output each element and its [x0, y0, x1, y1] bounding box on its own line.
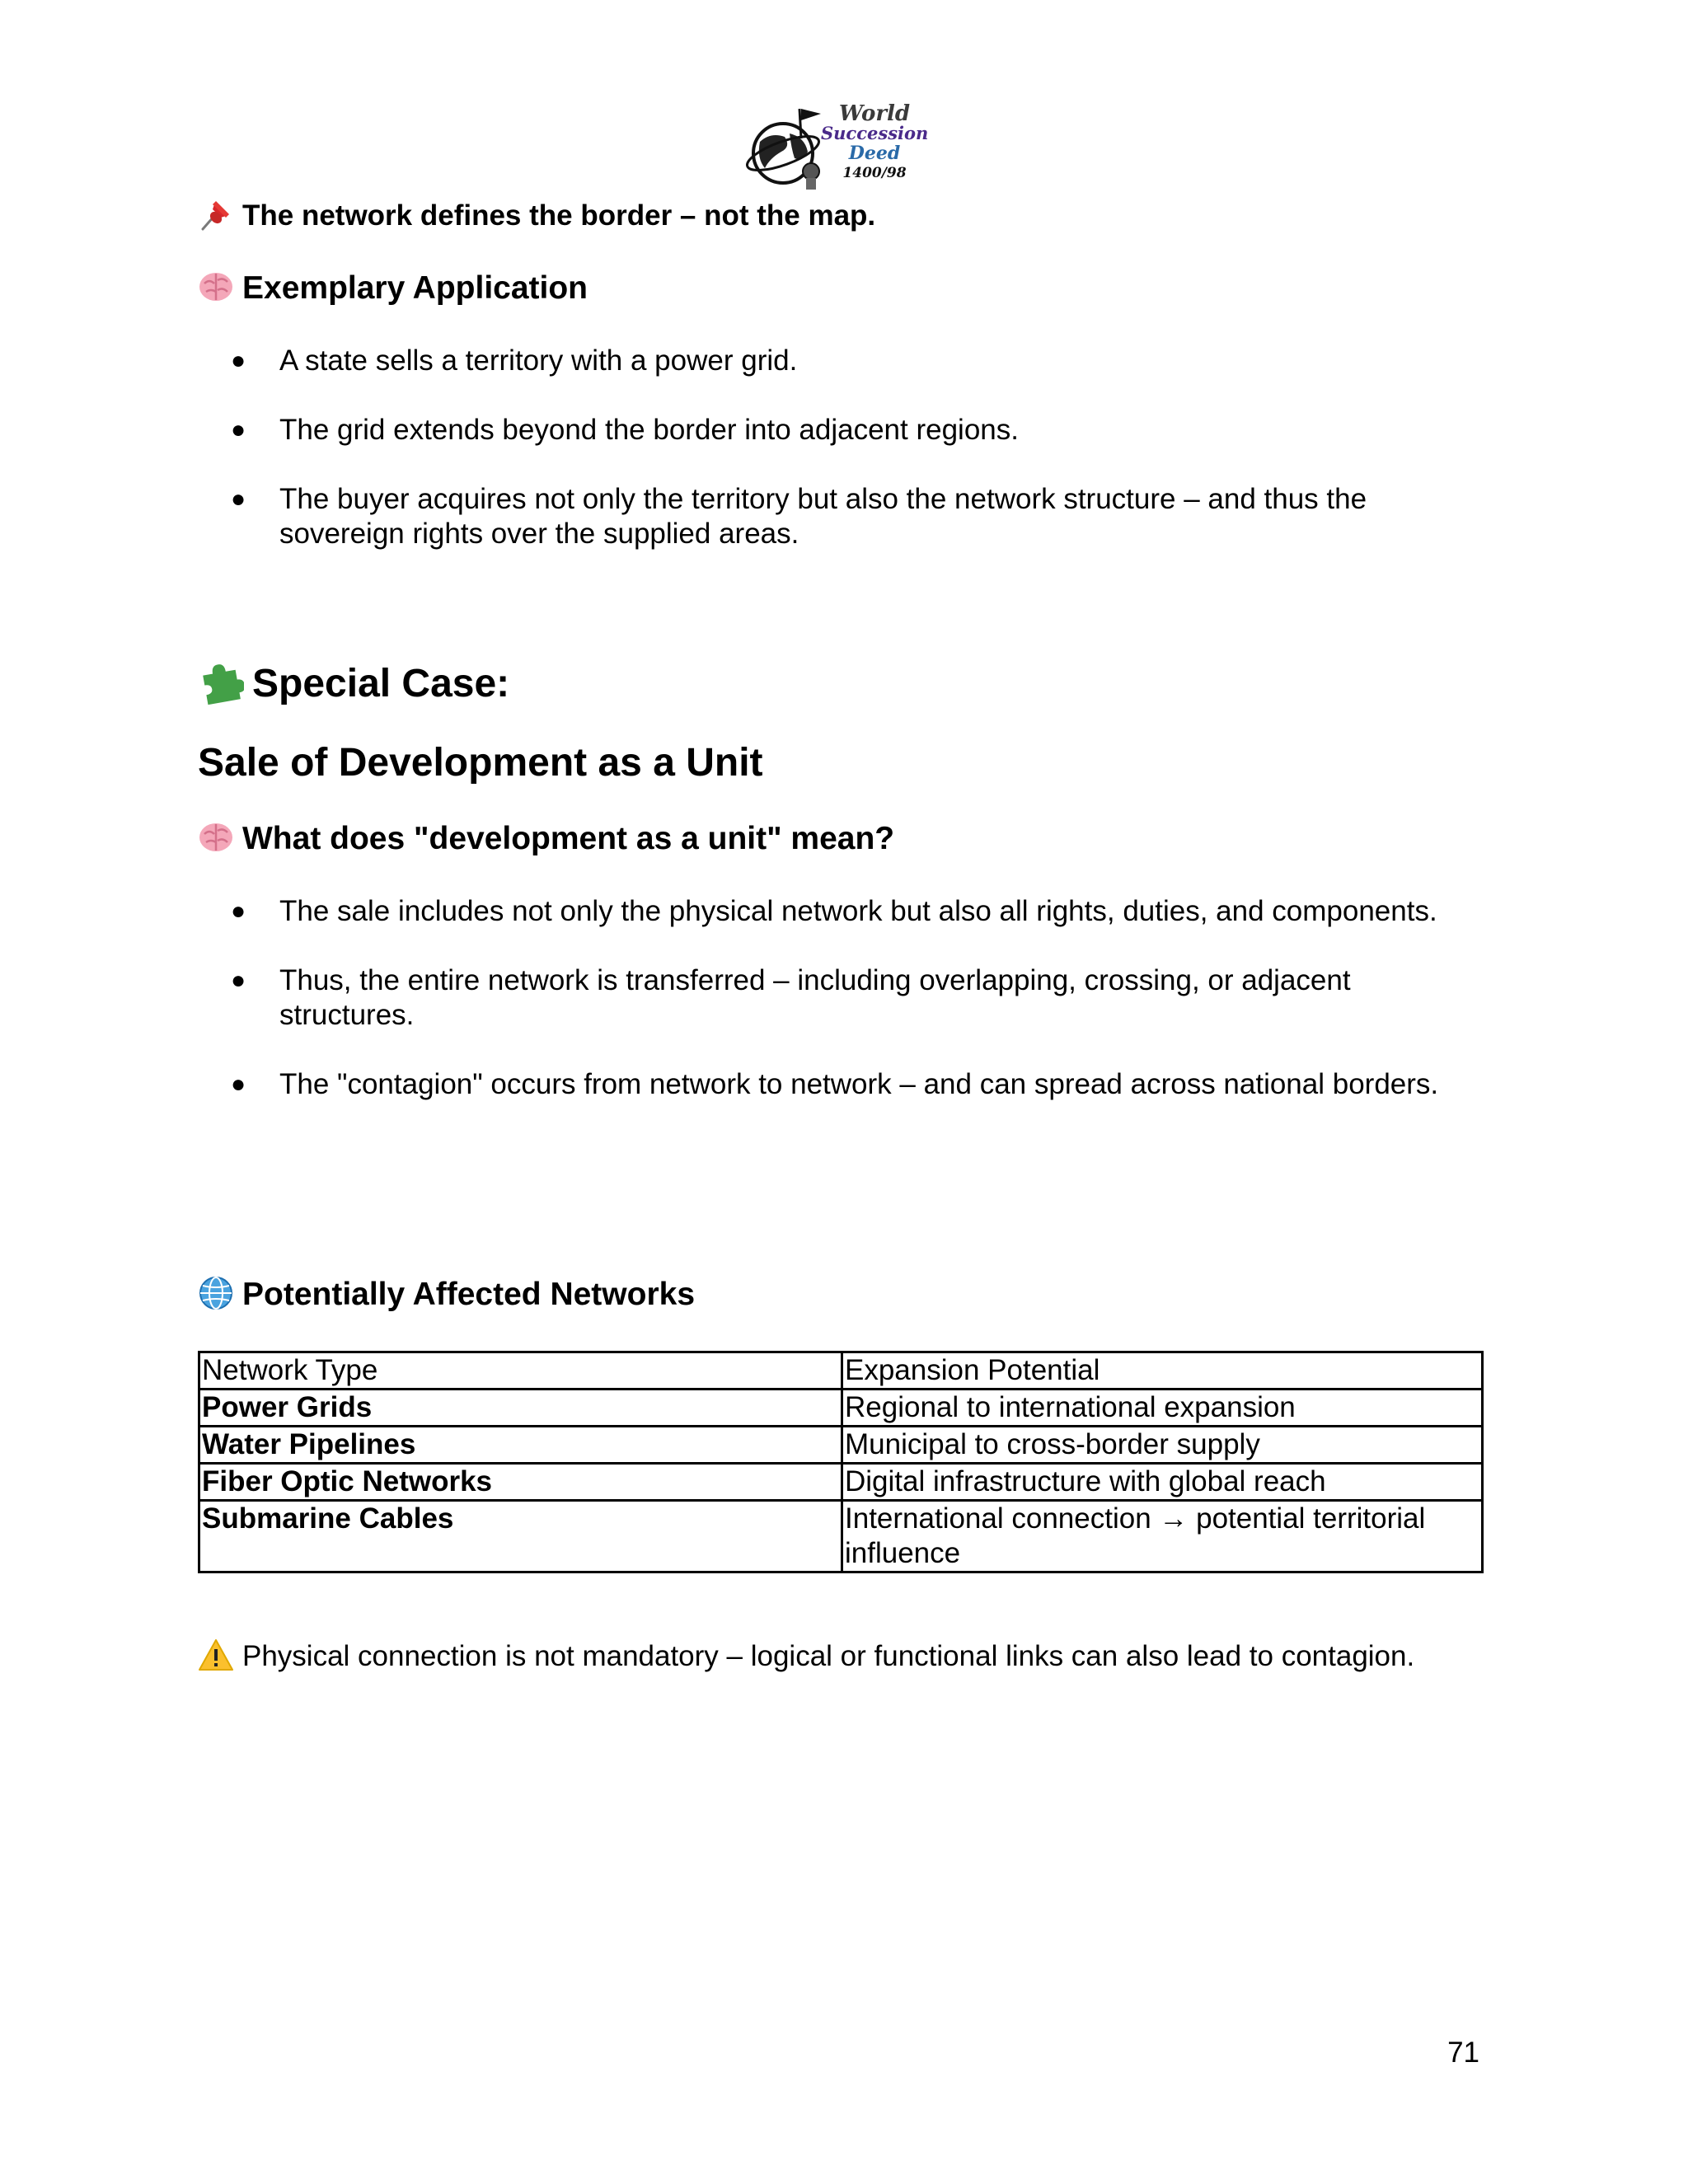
table-header-cell: Network Type — [199, 1352, 842, 1390]
table-header-row — [199, 1352, 1483, 1390]
warning-icon — [198, 1637, 234, 1673]
logo-text-year: 1400/98 — [842, 165, 907, 181]
list-item: ● A state sells a territory with a power grid. — [231, 344, 798, 377]
table-cell-expansion-potential: International connection → potential territorial influence — [842, 1501, 1483, 1572]
table-row — [199, 1427, 1483, 1464]
exemplary-application-list — [231, 344, 1467, 551]
list-item: ● The sale includes not only the physical network but also all rights, duties, and components. — [231, 895, 1437, 927]
table-row — [199, 1501, 1483, 1572]
section-heading-development-meaning — [198, 819, 894, 859]
border-callout — [198, 198, 875, 236]
sale-of-development-heading: Sale of Development as a Unit — [198, 741, 763, 785]
table-row — [199, 1464, 1483, 1501]
section-heading-exemplary-application — [198, 269, 588, 308]
affected-networks-table — [198, 1351, 1484, 1573]
brain-icon — [198, 819, 234, 855]
callout-text: The network defines the border – not the map. — [242, 199, 876, 232]
table-cell-expansion-potential: Regional to international expansion — [842, 1390, 1483, 1427]
brain-icon — [198, 269, 234, 305]
list-item: ● Thus, the entire network is transferred – including overlapping, crossing, or adjacent structures. — [231, 964, 1351, 1031]
table-cell-network-type: Fiber Optic Networks — [199, 1464, 842, 1501]
warning-note — [198, 1638, 1414, 1676]
special-case-heading — [198, 659, 509, 709]
list-item: ● The grid extends beyond the border into adjacent regions. — [231, 414, 1019, 446]
section-heading-text: What does "development as a unit" mean? — [242, 821, 895, 856]
table-cell-network-type: Submarine Cables — [199, 1501, 842, 1572]
world-succession-deed-logo — [742, 101, 928, 193]
table-cell-expansion-potential: Municipal to cross-border supply — [842, 1427, 1483, 1464]
section-heading-affected-networks — [198, 1275, 695, 1315]
page-number: 71 — [1447, 2036, 1479, 2069]
logo-text-world: World — [838, 101, 911, 126]
list-item: ● The buyer acquires not only the territory but also the network structure – and thus the sovereign rights over the supplied areas. — [231, 483, 1367, 550]
logo-text-succession: Succession — [821, 123, 929, 143]
table-header-cell: Expansion Potential — [842, 1352, 1483, 1390]
table-row — [199, 1390, 1483, 1427]
list-item: ● The "contagion" occurs from network to network – and can spread across national borders. — [231, 1068, 1439, 1100]
section-heading-text: Exemplary Application — [242, 270, 588, 306]
pushpin-icon — [198, 196, 234, 232]
table-cell-network-type: Water Pipelines — [199, 1427, 842, 1464]
logo-text-deed: Deed — [848, 143, 901, 164]
development-meaning-list — [231, 894, 1467, 1102]
puzzle-piece-icon — [198, 659, 244, 705]
table-cell-expansion-potential: Digital infrastructure with global reach — [842, 1464, 1483, 1501]
special-case-text: Special Case: — [252, 662, 510, 705]
warning-text: Physical connection is not mandatory – logical or functional links can also lead to contagion. — [242, 1640, 1415, 1672]
globe-icon — [198, 1275, 234, 1311]
section-heading-text: Potentially Affected Networks — [242, 1277, 696, 1312]
table-cell-network-type: Power Grids — [199, 1390, 842, 1427]
